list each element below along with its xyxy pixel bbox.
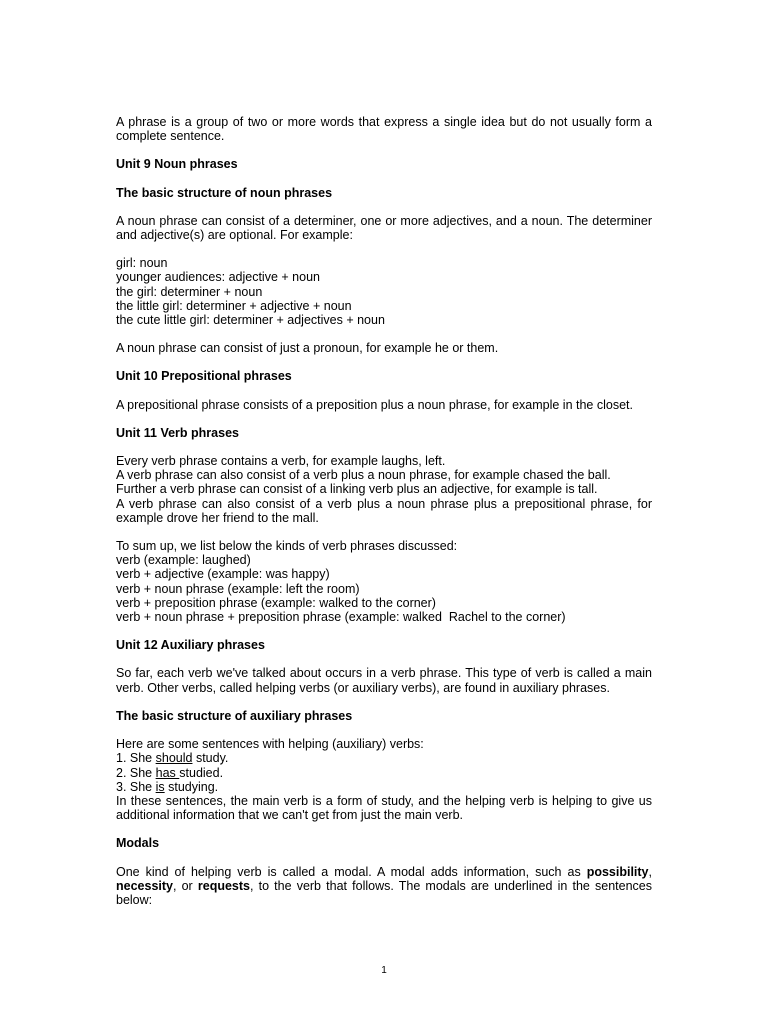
unit12-subheading: The basic structure of auxiliary phrases bbox=[116, 708, 353, 723]
unit12-examples bbox=[116, 737, 652, 822]
page-number: 1 bbox=[381, 965, 387, 976]
example-line: the girl: determiner + noun bbox=[116, 284, 263, 299]
keyword-requests: requests bbox=[197, 878, 250, 893]
auxiliary-example: 3. She is studying. bbox=[116, 779, 219, 794]
unit9-example-list bbox=[116, 256, 652, 327]
explanation-paragraph: In these sentences, the main verb is a form of study, and the helping verb is helping to give us additional information that we can't get from just the main verb. bbox=[116, 793, 652, 823]
keyword-necessity: necessity bbox=[116, 878, 173, 893]
text-line: Further a verb phrase can consist of a linking verb plus an adjective, for example is tall. bbox=[116, 482, 598, 497]
auxiliary-example: 1. She should study. bbox=[116, 751, 229, 766]
text-line: A verb phrase can also consist of a verb plus a noun phrase plus a prepositional phrase, for example drove her friend to the mall. bbox=[116, 496, 652, 525]
unit12-paragraph: So far, each verb we've talked about occurs in a verb phrase. This type of verb is called a main verb. Other verbs, called helping verbs (or auxiliary verbs), are found in auxiliary phrases. bbox=[116, 666, 652, 695]
text-line: A verb phrase can also consist of a verb plus a noun phrase, for example chased the ball. bbox=[116, 468, 611, 483]
document-page bbox=[116, 115, 652, 907]
example-line: younger audiences: adjective + noun bbox=[116, 270, 320, 285]
unit11-lines bbox=[116, 454, 652, 525]
examples-intro: Here are some sentences with helping (auxiliary) verbs: bbox=[116, 737, 424, 752]
summary-intro: To sum up, we list below the kinds of verb phrases discussed: bbox=[116, 539, 458, 554]
unit9-pronoun-note: A noun phrase can consist of just a pronoun, for example he or them. bbox=[116, 341, 499, 356]
unit11-summary bbox=[116, 539, 652, 624]
summary-line: verb + noun phrase (example: left the room) bbox=[116, 581, 360, 596]
text-line: Every verb phrase contains a verb, for example laughs, left. bbox=[116, 454, 446, 469]
modals-paragraph: One kind of helping verb is called a modal. A modal adds information, such as possibility, necessity, or requests, to the verb that follows. The modals are underlined in the sentences below: bbox=[116, 864, 652, 907]
keyword-possibility: possibility bbox=[586, 864, 649, 879]
auxiliary-verb: is bbox=[155, 779, 165, 794]
modals-heading: Modals bbox=[116, 836, 160, 851]
auxiliary-verb: should bbox=[155, 751, 193, 766]
unit9-heading: Unit 9 Noun phrases bbox=[116, 157, 238, 172]
unit11-heading: Unit 11 Verb phrases bbox=[116, 425, 239, 440]
unit10-paragraph: A prepositional phrase consists of a preposition plus a noun phrase, for example in the closet. bbox=[116, 397, 633, 412]
example-line: the cute little girl: determiner + adjectives + noun bbox=[116, 313, 385, 328]
summary-line: verb (example: laughed) bbox=[116, 553, 251, 568]
auxiliary-example: 2. She has studied. bbox=[116, 765, 224, 780]
summary-line: verb + preposition phrase (example: walked to the corner) bbox=[116, 595, 436, 610]
summary-line: verb + adjective (example: was happy) bbox=[116, 567, 330, 582]
example-line: the little girl: determiner + adjective + noun bbox=[116, 298, 352, 313]
unit9-paragraph: A noun phrase can consist of a determiner, one or more adjectives, and a noun. The determiner and adjective(s) are optional. For example: bbox=[116, 213, 652, 243]
unit9-subheading: The basic structure of noun phrases bbox=[116, 185, 333, 200]
summary-line: verb + noun phrase + preposition phrase (example: walked Rachel to the corner) bbox=[116, 610, 566, 625]
auxiliary-verb: has bbox=[155, 765, 180, 780]
unit12-heading: Unit 12 Auxiliary phrases bbox=[116, 638, 265, 653]
unit10-heading: Unit 10 Prepositional phrases bbox=[116, 369, 292, 384]
example-line: girl: noun bbox=[116, 256, 168, 271]
intro-paragraph: A phrase is a group of two or more words that express a single idea but do not usually form a complete sentence. bbox=[116, 115, 652, 144]
